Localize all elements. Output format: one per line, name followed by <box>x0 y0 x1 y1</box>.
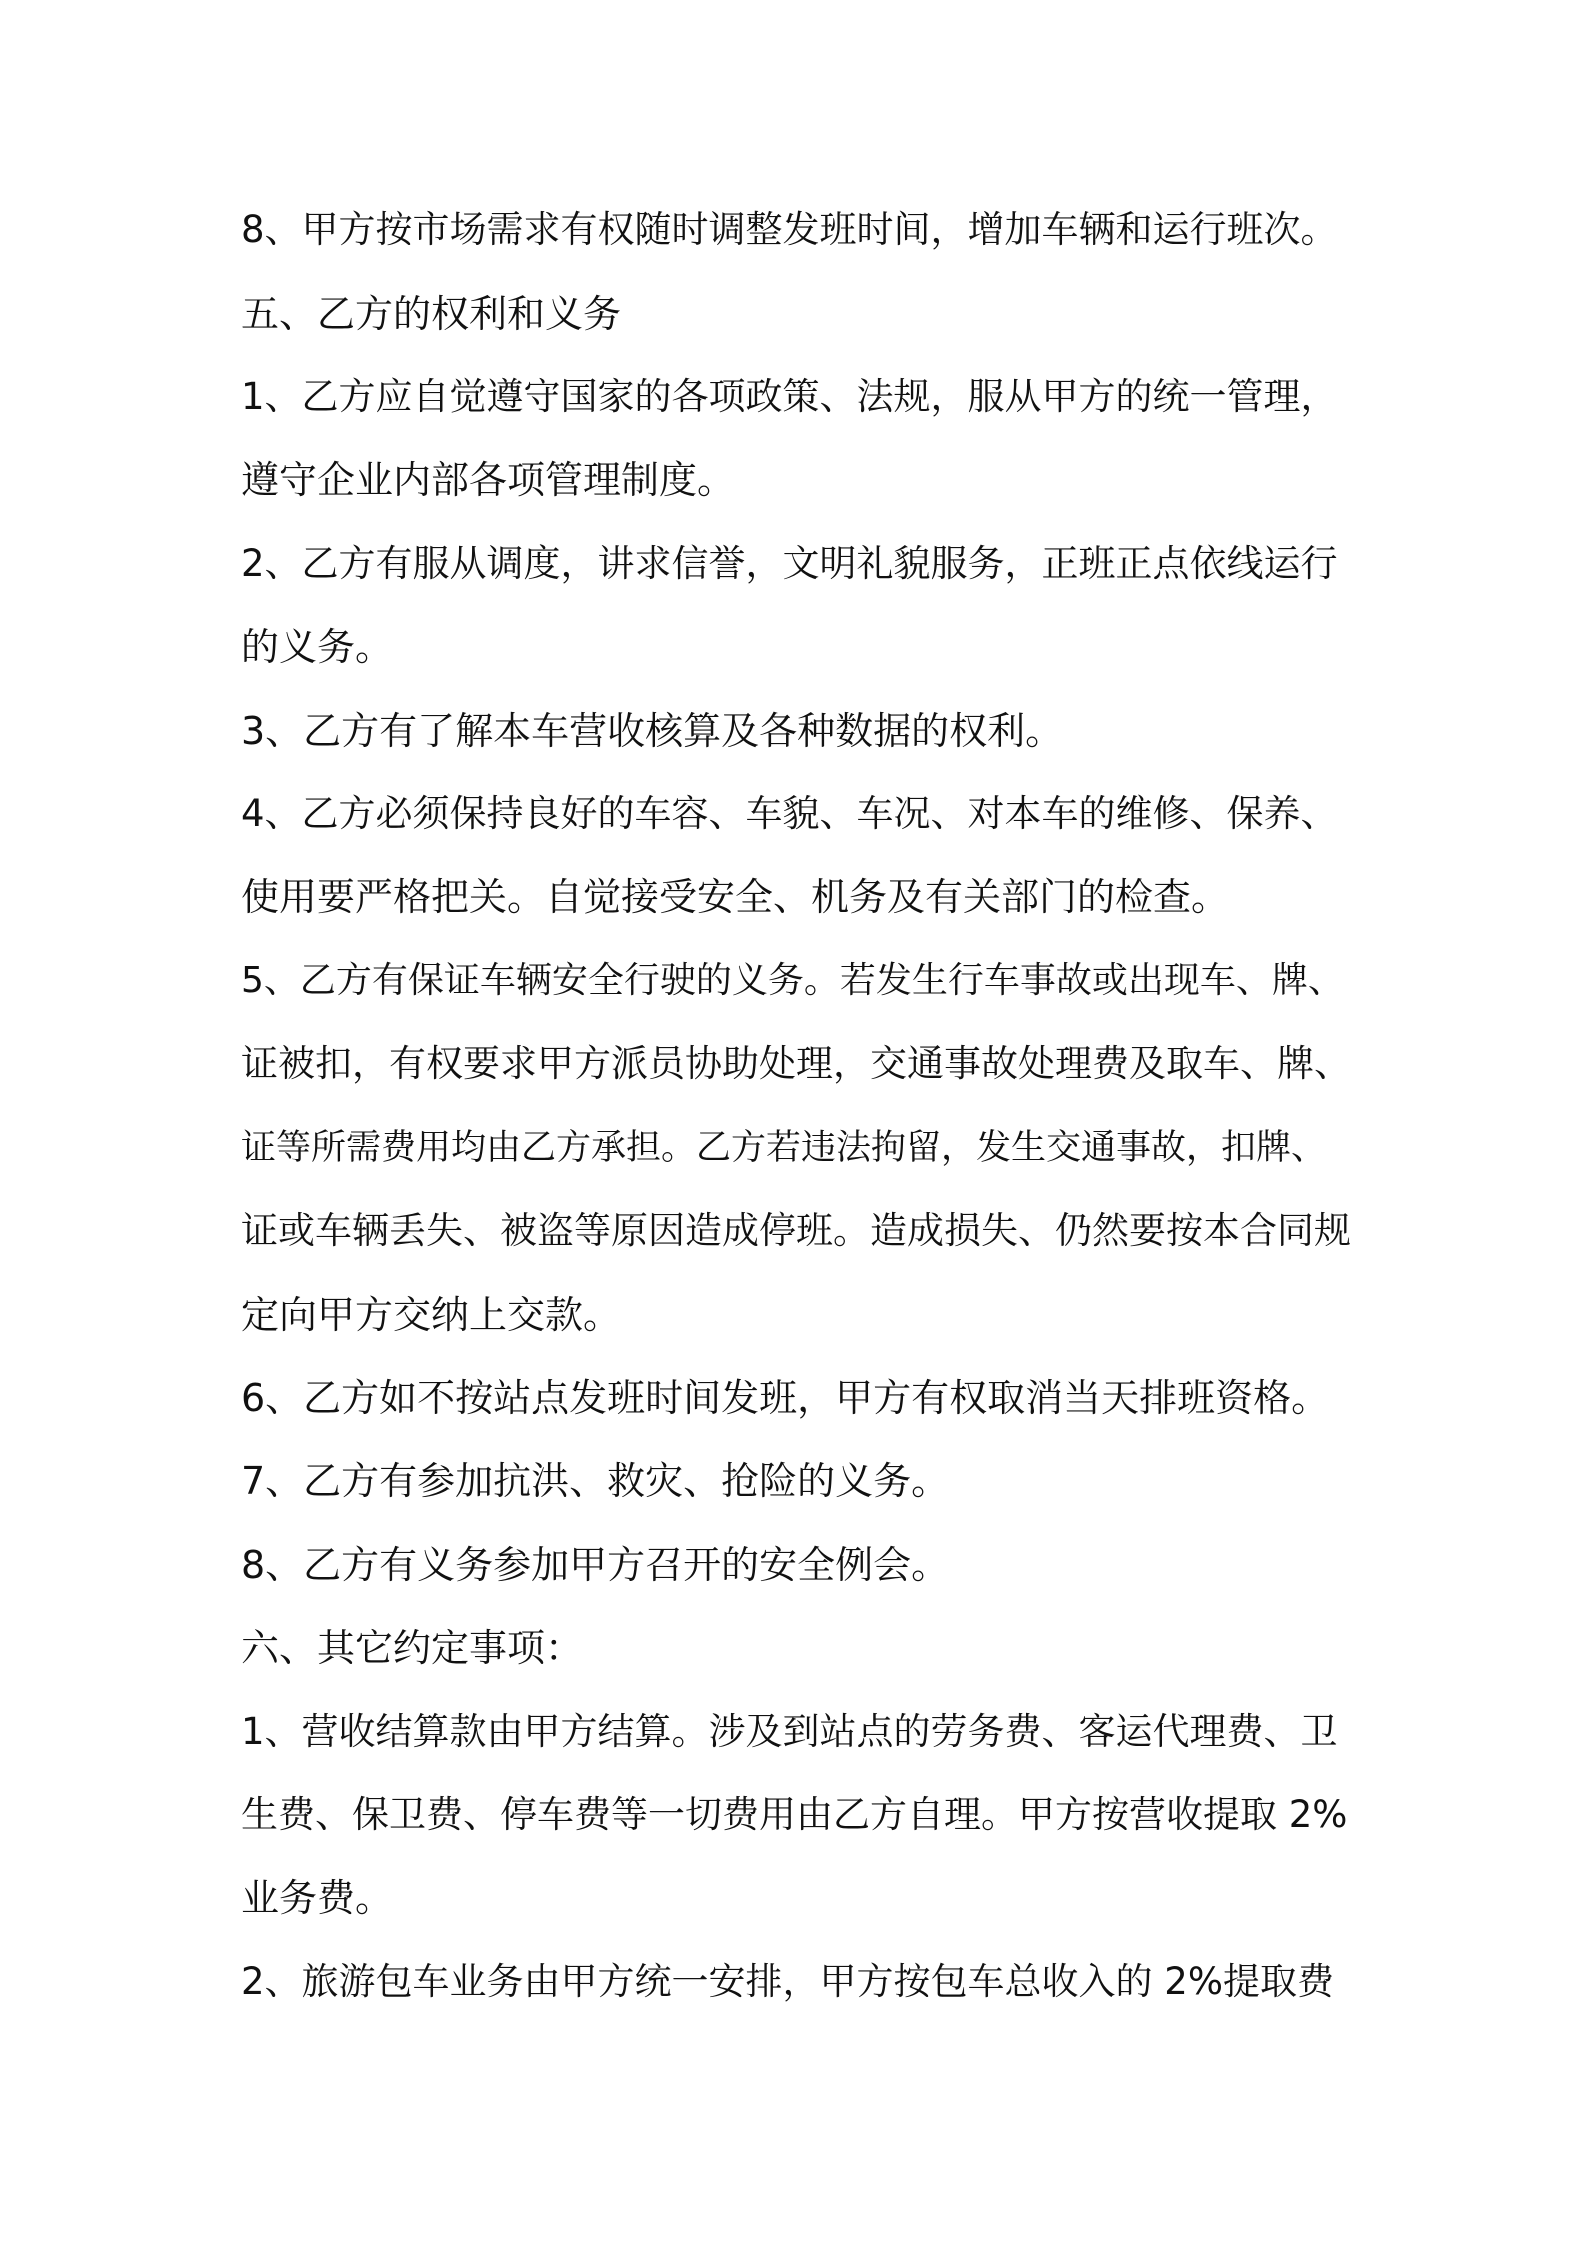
clause-line: 5、乙方有保证车辆安全行驶的义务。若发生行车事故或出现车、牌、 <box>241 960 1344 1001</box>
clause-line: 证等所需费用均由乙方承担。乙方若违法拘留，发生交通事故，扣牌、 <box>241 1128 1327 1168</box>
clause-line: 2、乙方有服从调度，讲求信誉，文明礼貌服务，正班正点依线运行 <box>241 542 1338 585</box>
clause-line: 4、乙方必须保持良好的车容、车貌、车况、对本车的维修、保养、 <box>241 792 1338 835</box>
clause-line: 8、甲方按市场需求有权随时调整发班时间，增加车辆和运行班次。 <box>241 208 1338 251</box>
clause-line: 使用要严格把关。自觉接受安全、机务及有关部门的检查。 <box>241 875 1230 919</box>
clause-line: 6、乙方如不按站点发班时间发班，甲方有权取消当天排班资格。 <box>241 1376 1330 1420</box>
clause-line: 1、乙方应自觉遵守国家的各项政策、法规，服从甲方的统一管理， <box>241 375 1338 418</box>
clause-line: 定向甲方交纳上交款。 <box>241 1293 622 1337</box>
clause-line: 遵守企业内部各项管理制度。 <box>241 458 736 502</box>
clause-line: 3、乙方有了解本车营收核算及各种数据的权利。 <box>241 709 1064 753</box>
clause-line: 的义务。 <box>241 625 394 669</box>
clause-line: 7、乙方有参加抗洪、救灾、抢险的义务。 <box>241 1459 950 1503</box>
clause-line: 生费、保卫费、停车费等一切费用由乙方自理。甲方按营收提取 2% <box>241 1793 1348 1836</box>
clause-line: 8、乙方有义务参加甲方召开的安全例会。 <box>241 1543 950 1587</box>
section-heading: 五、乙方的权利和义务 <box>241 292 622 336</box>
clause-line: 业务费。 <box>241 1876 394 1920</box>
clause-line: 2、旅游包车业务由甲方统一安排，甲方按包车总收入的 2%提取费 <box>241 1960 1334 2003</box>
clause-line: 证或车辆丢失、被盗等原因造成停班。造成损失、仍然要按本合同规 <box>241 1209 1351 1252</box>
section-heading: 六、其它约定事项： <box>241 1626 584 1670</box>
clause-line: 证被扣，有权要求甲方派员协助处理，交通事故处理费及取车、牌、 <box>241 1042 1351 1085</box>
clause-line: 1、营收结算款由甲方结算。涉及到站点的劳务费、客运代理费、卫 <box>241 1710 1338 1753</box>
